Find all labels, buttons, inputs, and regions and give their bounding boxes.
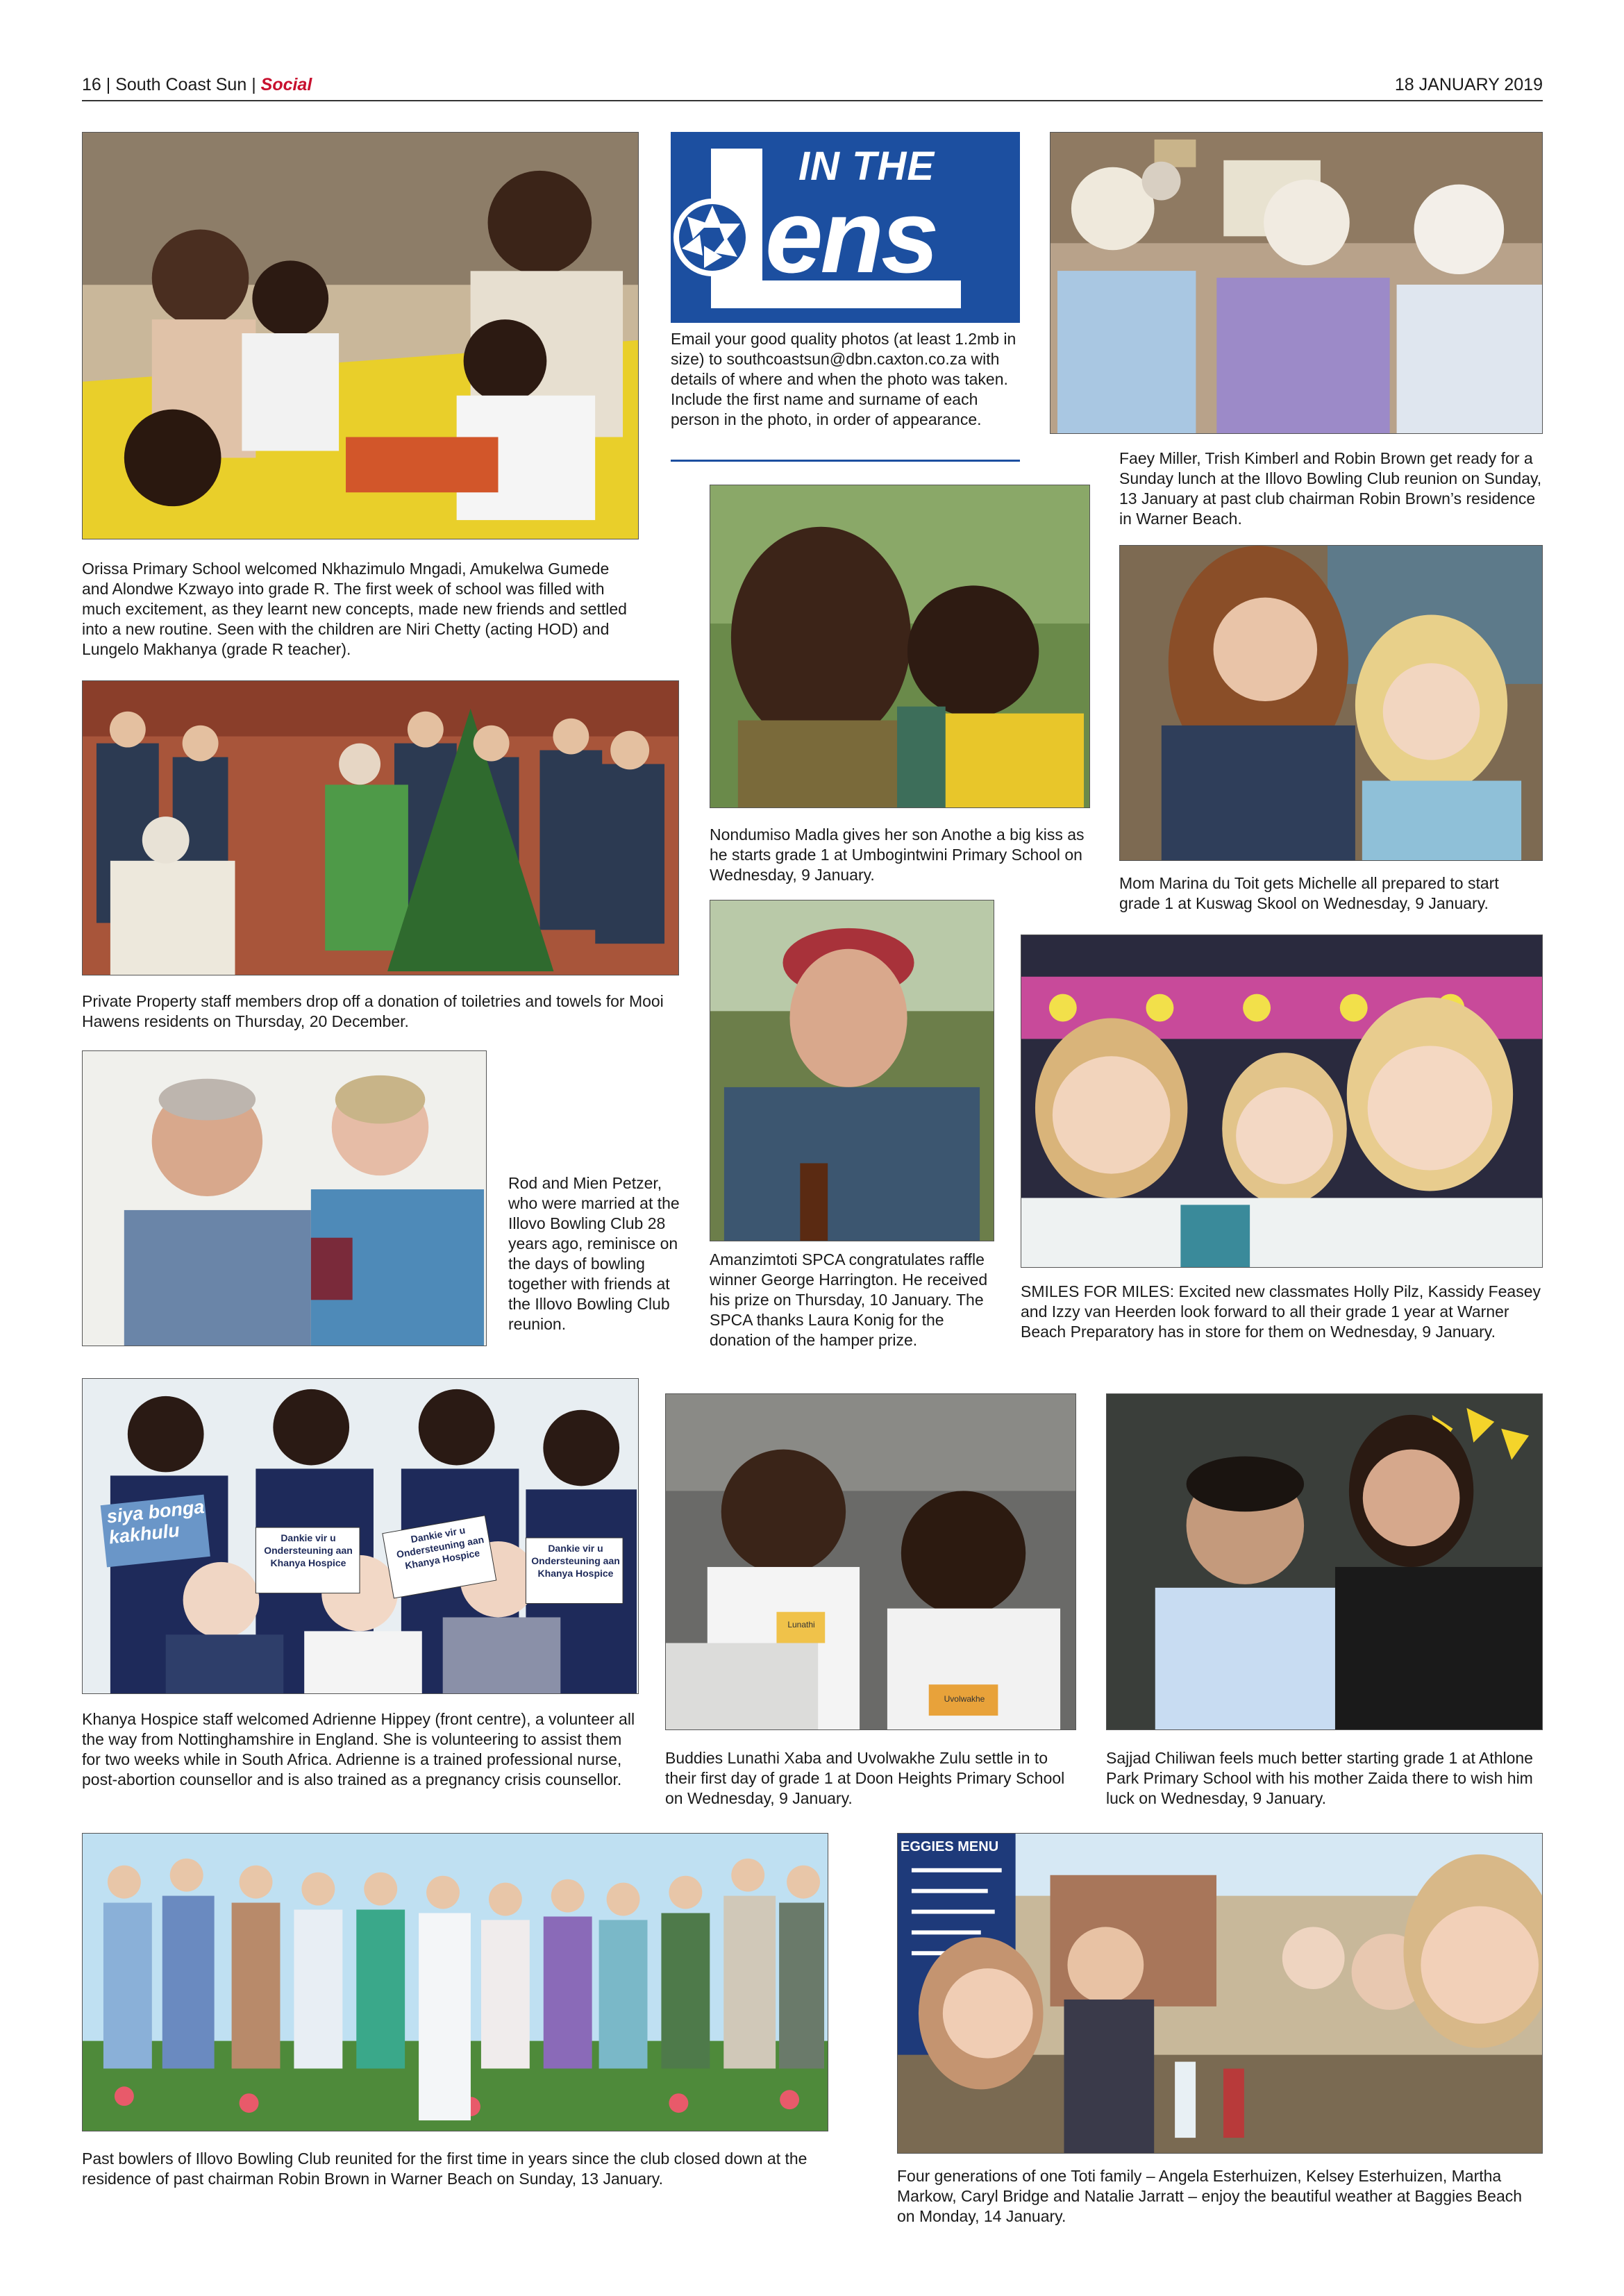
photo-private-property (82, 680, 679, 975)
photo-khanya (82, 1378, 639, 1694)
header-separator: | (106, 75, 111, 94)
publication-name: South Coast Sun (115, 75, 247, 94)
caption-smiles: SMILES FOR MILES: Excited new classmates Holly Pilz, Kassidy Feasey and Izzy van Heerden look forward to all their grade 1 year at Warner Beach Preparatory has in store for them on Wednesday, 9 January. (1021, 1282, 1541, 1341)
caption-four-generations: Four generations of one Toti family – Angela Esterhuizen, Kelsey Esterhuizen, Martha Markow, Caryl Bridge and Natalie Jarratt – enjoy the beautiful weather at Baggies Beach on Monday, 14 January. (897, 2167, 1523, 2225)
caption-orissa: Orissa Primary School welcomed Nkhazimulo Mngadi, Amukelwa Gumede and Alondwe Kzwayo into grade R. The first week of school was filled with much excitement, as they learnt new concepts, made new friends and settled into a new routine. Seen with the children are Niri Chetty (acting HOD) and Lungelo Makhanya (grade R teacher). (82, 560, 627, 658)
caption-petzer: Rod and Mien Petzer, who were married at the Illovo Bowling Club 28 years ago, reminisce on the days of bowling together with friends at the Illovo Bowling Club reunion. (508, 1174, 680, 1333)
caption-past-bowlers: Past bowlers of Illovo Bowling Club reunited for the first time in years since the club closed down at the residence of past chairman Robin Brown in Warner Beach on Sunday, 13 January. (82, 2150, 807, 2188)
caption-spca: Amanzimtoti SPCA congratulates raffle winner George Harrington. He received his prize on Thursday, 10 January. The SPCA thanks Laura Konig for the donation of the hamper prize. (710, 1250, 988, 1349)
section-name: Social (260, 75, 312, 94)
caption-private-property: Private Property staff members drop off a donation of toiletries and towels for Mooi Hawens residents on Thursday, 20 December. (82, 992, 664, 1030)
photo-spca (710, 900, 994, 1241)
caption-marina: Mom Marina du Toit gets Michelle all prepared to start grade 1 at Kuswag Skool on Wednesday, 9 January. (1119, 874, 1499, 912)
name-tag-uvolwakhe: Uvolwakhe (944, 1694, 985, 1704)
photo-past-bowlers (82, 1833, 828, 2131)
page-header (82, 71, 1543, 99)
photo-bowling-reunion-ladies (1050, 132, 1543, 434)
photo-sajjad (1106, 1393, 1543, 1730)
sign-siya-bonga: siya bonga kakhulu (106, 1496, 206, 1548)
caption-bowling-reunion-ladies: Faey Miller, Trish Kimberl and Robin Brown get ready for a Sunday lunch at the Illovo Bowling Club reunion on Sunday, 13 January at past club chairman Robin Brown’s residence in Warner Beach. (1119, 449, 1542, 528)
lens-heading-large: ens (765, 178, 937, 294)
page-number: 16 (82, 75, 101, 94)
in-the-lens-logo (671, 132, 1020, 323)
lens-heading-small: IN THE (798, 144, 935, 189)
lens-instructions: Email your good quality photos (at least 1.2mb in size) to southcoastsun@dbn.caxton.co.za with details of where and when the photo was taken. Include the first name and surname of each person in the photo, in order of appearance. (671, 330, 1016, 428)
caption-nondumiso: Nondumiso Madla gives her son Anothe a big kiss as he starts grade 1 at Umbogintwini Primary School on Wednesday, 9 January. (710, 826, 1085, 884)
sign-dankie-2: Dankie vir u Ondersteuning aan Khanya Hospice (395, 1524, 485, 1572)
header-rule (82, 100, 1543, 101)
caption-khanya: Khanya Hospice staff welcomed Adrienne Hippey (front centre), a volunteer all the way from Nottinghamshire in England. She is volunteering to assist them for two weeks while in South Africa. Adrienne is a trained professional nurse, post-abortion counsellor and is also trained as a pregnancy crisis counsellor. (82, 1710, 635, 1788)
photo-petzer (82, 1050, 487, 1346)
camera-aperture-icon (671, 196, 754, 279)
caption-sajjad: Sajjad Chiliwan feels much better starting grade 1 at Athlone Park Primary School with his mother Zaida there to wish him luck on Wednesday, 9 January. (1106, 1749, 1533, 1807)
photo-marina (1119, 545, 1543, 861)
header-left (82, 71, 312, 99)
photo-buddies (665, 1393, 1076, 1730)
photo-four-generations (897, 1833, 1543, 2154)
sign-dankie-1: Dankie vir u Ondersteuning aan Khanya Hospice (264, 1532, 353, 1568)
issue-date: 18 JANUARY 2019 (1394, 75, 1543, 94)
photo-smiles (1021, 935, 1543, 1268)
lens-rule (671, 460, 1020, 462)
photo-nondumiso (710, 485, 1090, 808)
sign-dankie-3: Dankie vir u Ondersteuning aan Khanya Hospice (531, 1543, 620, 1579)
photo-orissa (82, 132, 639, 539)
caption-buddies: Buddies Lunathi Xaba and Uvolwakhe Zulu settle in to their first day of grade 1 at Doon Heights Primary School on Wednesday, 9 January. (665, 1749, 1065, 1807)
header-separator: | (251, 75, 256, 94)
name-tag-lunathi: Lunathi (787, 1620, 815, 1629)
menu-board-title: EGGIES MENU (901, 1839, 999, 1854)
